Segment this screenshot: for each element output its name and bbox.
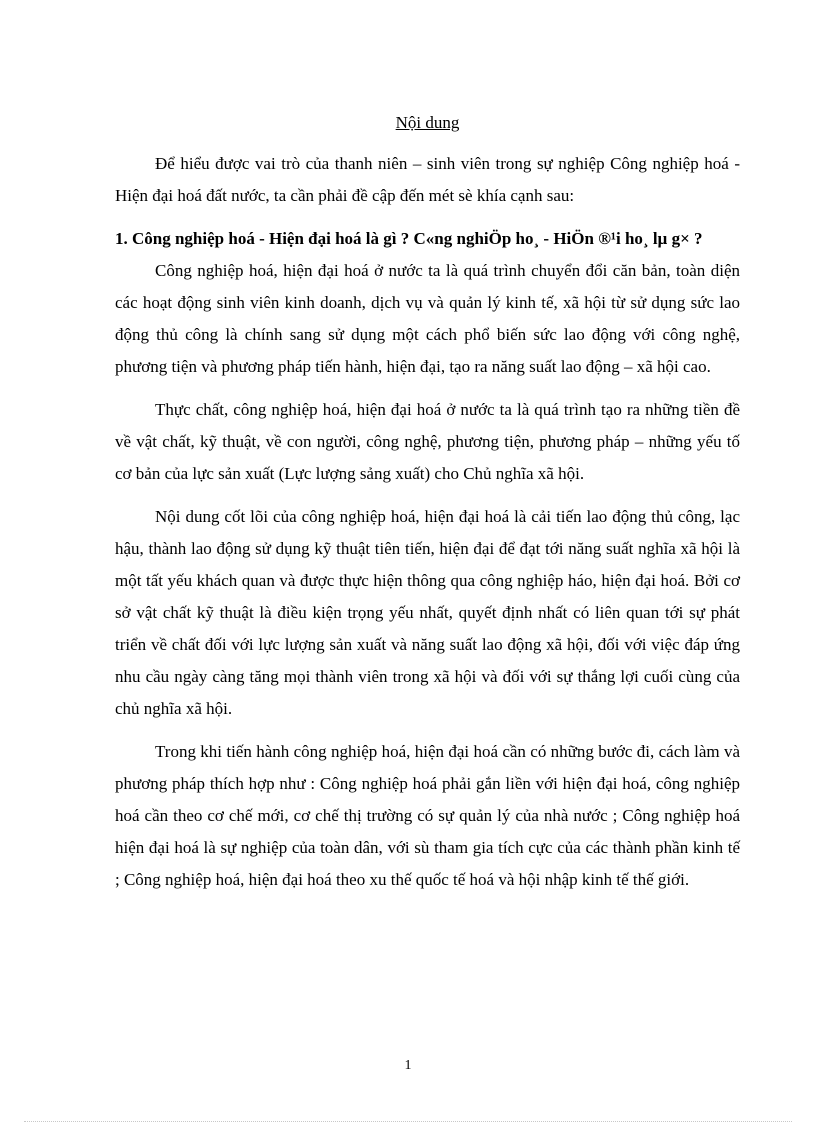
document-title: Nội dung [395,113,460,132]
body-paragraph-1: Công nghiệp hoá, hiện đại hoá ở nước ta là quá trình chuyển đổi căn bản, toàn diện các hoạt động sinh viên kinh doanh, dịch vụ và quản lý kinh tế, xã hội từ sử dụng sức lao động thủ công là chính sang sử dụng một cách phổ biến sức lao động với công nghệ, phương tiện và phương pháp tiến hành, hiện đại, tạo ra năng suất lao động – xã hội cao. [115,261,740,376]
body-paragraph-2: Thực chất, công nghiệp hoá, hiện đại hoá ở nước ta là quá trình tạo ra những tiền đề về vật chất, kỹ thuật, về con người, công nghệ, phương tiện, phương pháp – những yếu tố cơ bản của lực sản xuất (Lực lượng sảng xuất) cho Chủ nghĩa xã hội. [115,400,740,483]
body-paragraph-4: Trong khi tiến hành công nghiệp hoá, hiện đại hoá cần có những bước đi, cách làm và phương pháp thích hợp như : Công nghiệp hoá phải gắn liền với hiện đại hoá, công nghiệp hoá cần theo cơ chế mới, cơ chế thị trường có sự quản lý của nhà nước ; Công nghiệp hoá hiện đại hoá là sự nghiệp của toàn dân, với sù tham gia tích cực của các thành phần kinh tế ; Công nghiệp hoá, hiện đại hoá theo xu thế quốc tế hoá và hội nhập kinh tế thế giới. [115,742,740,889]
page-bottom-divider [24,1121,792,1122]
page-content [115,107,740,907]
intro-paragraph: Để hiểu được vai trò của thanh niên – sinh viên trong sự nghiệp Công nghiệp hoá - Hiện đại hoá đất nước, ta cần phải đề cập đến mét sè khía cạnh sau: [115,154,740,205]
page-number: 1 [404,1058,412,1073]
section-heading: 1. Công nghiệp hoá - Hiện đại hoá là gì ? C«ng nghiÖp ho¸ - HiÖn ®¹i ho¸ lµ g× ? [115,229,703,248]
body-paragraph-3: Nội dung cốt lõi của công nghiệp hoá, hiện đại hoá là cải tiến lao động thủ công, lạc hậu, thành lao động sử dụng kỹ thuật tiên tiến, hiện đại để đạt tới năng suất nghĩa xã hội là một tất yếu khách quan và được thực hiện thông qua công nghiệp háo, hiện đại hoá. Bởi cơ sở vật chất kỹ thuật là điều kiện trọng yếu nhất, quyết định nhất có liên quan tới sự phát triển về chất đối với lực lượng sản xuất và năng suất lao động xã hội, đối với việc đáp ứng nhu cầu ngày càng tăng mọi thành viên trong xã hội và đối với sự thắng lợi cuối cùng của chủ nghĩa xã hội. [115,507,740,718]
